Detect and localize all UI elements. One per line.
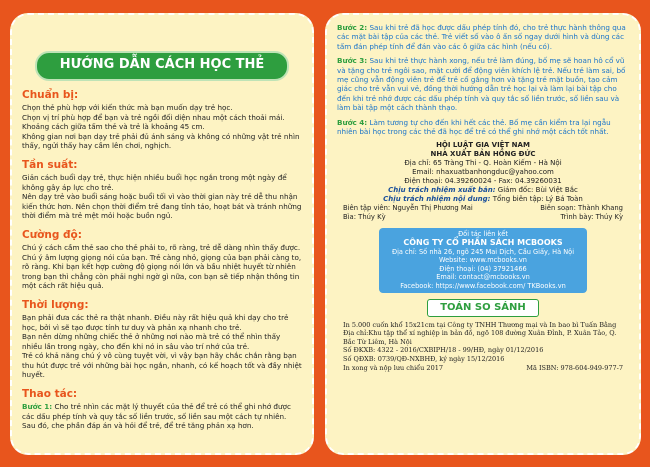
step-3 bbox=[337, 56, 629, 112]
colophon-line: Địa chỉ:Khu tập thể xí nghiệp in bản đồ, ngõ 108 đường Xuân Đỉnh, P. Xuân Tảo, Q. Bắc Từ Liêm, Hà Nội bbox=[343, 329, 617, 346]
step-label: Bước 4: bbox=[337, 117, 368, 127]
partner-box bbox=[379, 228, 587, 292]
print-date: In xong và nộp lưu chiểu 2017 bbox=[343, 363, 443, 372]
step-label: Bước 3: bbox=[337, 56, 368, 66]
steps-list bbox=[337, 23, 629, 136]
colophon-line: Số ĐKXB: 4322 - 2016/CXBIPH/18 - 99/HĐ, ngày 01/12/2016 bbox=[343, 346, 544, 355]
partner-facebook: Facebook: https://www.facebook.com/ TKBooks.vn bbox=[400, 282, 566, 291]
section-line: Chú ý âm lượng giọng nói của bạn. Trẻ càng nhỏ, giọng của bạn phải càng to, rõ ràng. Khi bạn kết hợp cường độ giọng nói lớn và bầu nhiệt huyết từ nhiên trong bạn thì chẳng còn phải nghi ngờ gì nữa, con bạn sẽ tiếp nhận thông tin một cách rất hiệu quả. bbox=[22, 252, 302, 291]
resp-pub-label: Chịu trách nhiệm xuất bản: bbox=[388, 186, 496, 195]
step-text: Làm tương tự cho đến khi hết các thẻ. Bố mẹ cần kiểm tra lại ngẫu nhiên bài học trong các thẻ đã học để trẻ có thể ghi nhớ một cách tốt nhất. bbox=[337, 117, 611, 137]
partner-address: Địa chỉ: Số nhà 26, ngõ 245 Mai Dịch, Cầu Giấy, Hà Nội bbox=[391, 247, 575, 256]
resp-pub-value: Giám đốc: Bùi Việt Bắc bbox=[497, 186, 578, 195]
section-line: Giản cách buổi dạy trẻ, thực hiện nhiều buổi học ngắn trong một ngày để không gây áp lực cho trẻ. bbox=[22, 172, 287, 192]
partner-name: CÔNG TY CỔ PHẦN SÁCH MCBOOKS bbox=[403, 238, 563, 248]
instruction-sections bbox=[22, 89, 302, 380]
publisher-name: HỘI LUẬT GIA VIỆT NAM bbox=[436, 141, 530, 150]
publisher-phone: Điện thoại: 04.39260024 - Fax: 04.39260031 bbox=[404, 177, 562, 186]
colophon-line: In 5.000 cuốn khổ 15x21cm tại Công ty TNHH Thương mại và In bao bì Tuấn Bằng bbox=[343, 320, 617, 329]
book-title: TOÁN SO SÁNH bbox=[427, 299, 539, 317]
compiler-credit: Biên soạn: Thành Khang bbox=[540, 204, 623, 213]
resp-content-value: Tổng biên tập: Lý Bá Toàn bbox=[492, 195, 583, 204]
section-heading: Thao tác: bbox=[22, 388, 78, 401]
step-1 bbox=[22, 402, 302, 431]
step-text: Cho trẻ nhìn các mặt lý thuyết của thẻ để trẻ có thể ghi nhớ được các dấu phép tính và quy tắc số liền trước, số liền sau một cách tự nhiên. Sau đó, che phần đáp án và hỏi để trẻ, để trẻ tăng phản xạ hơn. bbox=[22, 402, 291, 431]
partner-phone: Điện thoại: (04) 37921466 bbox=[439, 264, 527, 273]
step-text: Sau khi trẻ đã học được dấu phép tính đó, cho trẻ thực hành thông qua các mặt bài tập của các thẻ. Trẻ viết số vào ô ấn số ngay dưới hình và dùng các tấm đán phép tính để đán vào các ô giữa các hình (nếu có). bbox=[337, 23, 626, 51]
step-4 bbox=[337, 118, 629, 137]
credits-row bbox=[337, 204, 629, 213]
page-title: HƯỚNG DẪN CÁCH HỌC THẺ bbox=[35, 51, 289, 81]
left-panel bbox=[10, 13, 314, 455]
section-line: Không gian nơi bạn dạy trẻ phải đủ ánh sáng và không có những vật trẻ nhìn thấy, ngửi thấy hay cầm lên chơi, nghịch. bbox=[22, 131, 300, 151]
step-2 bbox=[337, 23, 629, 51]
editor-credit: Biên tập viên: Nguyễn Thị Phương Mai bbox=[343, 204, 473, 213]
partner-website: Website: www.mcbooks.vn bbox=[438, 256, 527, 265]
resp-content-label: Chịu trách nhiệm nội dung: bbox=[383, 195, 491, 204]
step-label: Bước 1: bbox=[22, 402, 53, 412]
isbn: Mã ISBN: 978-604-949-977-7 bbox=[526, 363, 623, 372]
section-line: Chú ý cách cầm thẻ sao cho thẻ phải to, rõ ràng, trẻ dễ dàng nhìn thấy được. bbox=[22, 242, 301, 252]
step-text: Sau khi trẻ thực hành xong, nếu trẻ làm đúng, bố mẹ sẽ hoan hô cổ vũ và tặng cho trẻ ngôi sao, mặt cười để động viên khích lệ trẻ. Nếu trẻ làm sai, bố mẹ cũng vẫn động viên trẻ để trẻ cố gắng hơn và tặng trẻ mặt buồn, tạo cảm giác cho trẻ vẫn vui vẻ, đồng thời hướng dẫn trẻ học lại và làm lại bài tập cho đến khi trẻ nhớ được các dấu phép tính và quy tắc số liền trước, số liền sau và làm bài tập một cách thành thạo. bbox=[337, 56, 626, 113]
colophon-line: Số QĐXB: 0739/QĐ-NXBHĐ, ký ngày 15/12/2016 bbox=[343, 355, 505, 363]
colophon bbox=[337, 321, 629, 373]
publisher-address: Địa chỉ: 65 Tràng Thi - Q. Hoàn Kiếm - Hà Nội bbox=[404, 159, 562, 168]
cover-credit: Bìa: Thúy Kỳ bbox=[343, 213, 386, 222]
section-heading: Cường độ: bbox=[22, 228, 82, 241]
partner-label: Đối tác liên kết bbox=[458, 230, 508, 239]
section-line: Chọn vị trí phù hợp để bạn và trẻ ngồi đối diện nhau một cách thoải mái. Khoảng cách giữa tấm thẻ và trẻ là khoảng 45 cm. bbox=[22, 112, 285, 132]
section-line: Bạn phải đưa các thẻ ra thật nhanh. Điều này rất hiệu quả khi dạy cho trẻ học, bởi vì sẽ tạo được tính tư duy và phản xạ nhanh cho trẻ. bbox=[22, 312, 289, 332]
publisher-house: NHÀ XUẤT BẢN HỒNG ĐỨC bbox=[430, 150, 536, 159]
partner-email: Email: contact@mcbooks.vn bbox=[436, 273, 530, 282]
section-line: Chọn thẻ phù hợp với kiến thức mà bạn muốn dạy trẻ học. bbox=[22, 103, 233, 112]
colophon-lines bbox=[343, 321, 623, 364]
publisher-block bbox=[337, 141, 629, 204]
credits-row bbox=[337, 213, 629, 222]
section-heading: Thời lượng: bbox=[22, 298, 89, 311]
section-line: Nên dạy trẻ vào buổi sáng hoặc buổi tối vì vào thời gian này trẻ dễ thu nhận kiến thức hơn. Nên chọn thời điểm trẻ đang tỉnh táo, hoạt bát và tránh những thời điểm mà trẻ mệt mỏi hoặc buồn ngủ. bbox=[22, 192, 302, 221]
section-line: Bạn nên dừng những chiếc thẻ ở những nơi nào mà trẻ có thể nhìn thấy nhiều lần trong ngày, cho đến khi nó in sâu vào trí nhớ của trẻ. bbox=[22, 332, 281, 351]
layout-credit: Trình bày: Thúy Kỳ bbox=[560, 213, 623, 222]
section-heading: Tần suất: bbox=[22, 158, 78, 171]
section-heading: Chuẩn bị: bbox=[22, 89, 79, 101]
section-line: Trẻ có khả năng chú ý vô cùng tuyệt vời, vì vậy bạn hãy chắc chắn rằng bạn thu hút được trẻ với những bài học ngắn, nhanh, có kế hoạch tốt và đầy nhiệt huyết. bbox=[22, 351, 302, 380]
colophon-last-row bbox=[343, 364, 623, 373]
right-panel bbox=[325, 13, 641, 455]
step-label: Bước 2: bbox=[337, 23, 368, 32]
publisher-email: Email: nhaxuatbanhongduc@yahoo.com bbox=[412, 168, 554, 177]
